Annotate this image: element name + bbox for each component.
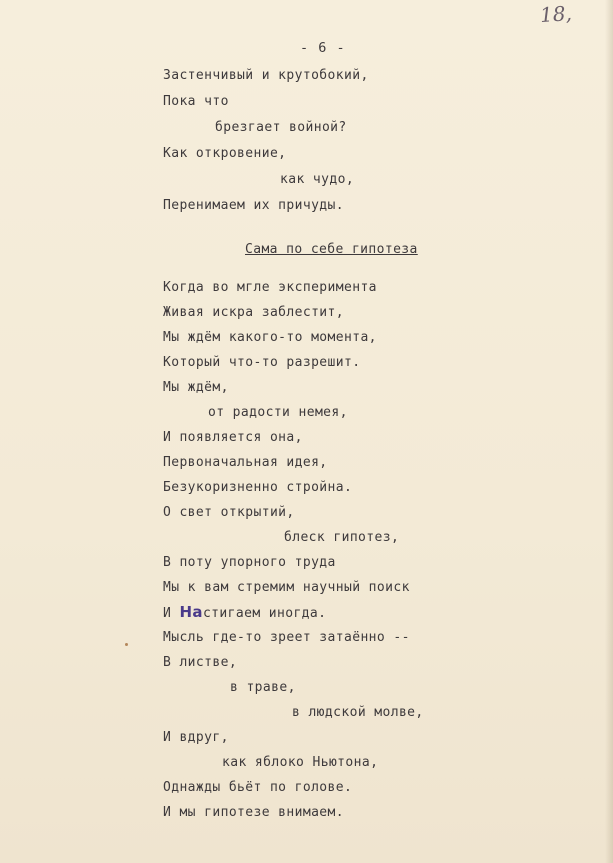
poem-line: в людской молве,	[292, 705, 424, 720]
poem-line: от радости немея,	[208, 405, 348, 420]
poem-line: Мы ждём,	[163, 380, 229, 395]
poem-line: Который что-то разрешит.	[163, 355, 361, 370]
poem-line: В листве,	[163, 655, 238, 670]
poem-line: О свет открытий,	[163, 505, 295, 520]
poem-line: Живая искра заблестит,	[163, 305, 344, 320]
poem-line: Мысль где-то зреет затаённо --	[163, 630, 410, 645]
poem-line: Мы ждём какого-то момента,	[163, 330, 377, 345]
poem-line-part: стигаем иногда.	[202, 606, 327, 621]
poem-line: Пока что	[163, 94, 229, 109]
poem-line: Как откровение,	[163, 146, 287, 161]
poem-line: Мы к вам стремим научный поиск	[163, 580, 410, 595]
poem-line: И вдруг,	[163, 730, 229, 745]
poem-line: в траве,	[230, 680, 296, 695]
poem-line: Однажды бьёт по голове.	[163, 780, 353, 795]
poem-line-corrected	[163, 603, 326, 621]
ink-correction: На	[179, 603, 203, 621]
poem-line: как чудо,	[280, 172, 355, 187]
poem-line: брезгает войной?	[215, 120, 347, 135]
poem-line-part: И	[163, 606, 180, 621]
poem-line: И мы гипотезе внимаем.	[163, 805, 344, 820]
poem-line: блеск гипотез,	[284, 530, 400, 545]
poem-line: Застенчивый и крутобокий,	[163, 68, 369, 83]
poem-line: Безукоризненно стройна.	[163, 480, 353, 495]
poem-line: В поту упорного труда	[163, 555, 336, 570]
poem-line: И появляется она,	[163, 430, 303, 445]
page-number: - 6 -	[300, 40, 346, 56]
paper-stain	[125, 643, 128, 646]
poem-line: Перенимаем их причуды.	[163, 198, 344, 213]
handwritten-folio-number: 18,	[539, 0, 573, 28]
poem-line: Первоначальная идея,	[163, 455, 328, 470]
poem-line: Когда во мгле эксперимента	[163, 280, 377, 295]
poem-line: как яблоко Ньютона,	[222, 755, 379, 770]
poem-title: Сама по себе гипотеза	[245, 242, 418, 257]
